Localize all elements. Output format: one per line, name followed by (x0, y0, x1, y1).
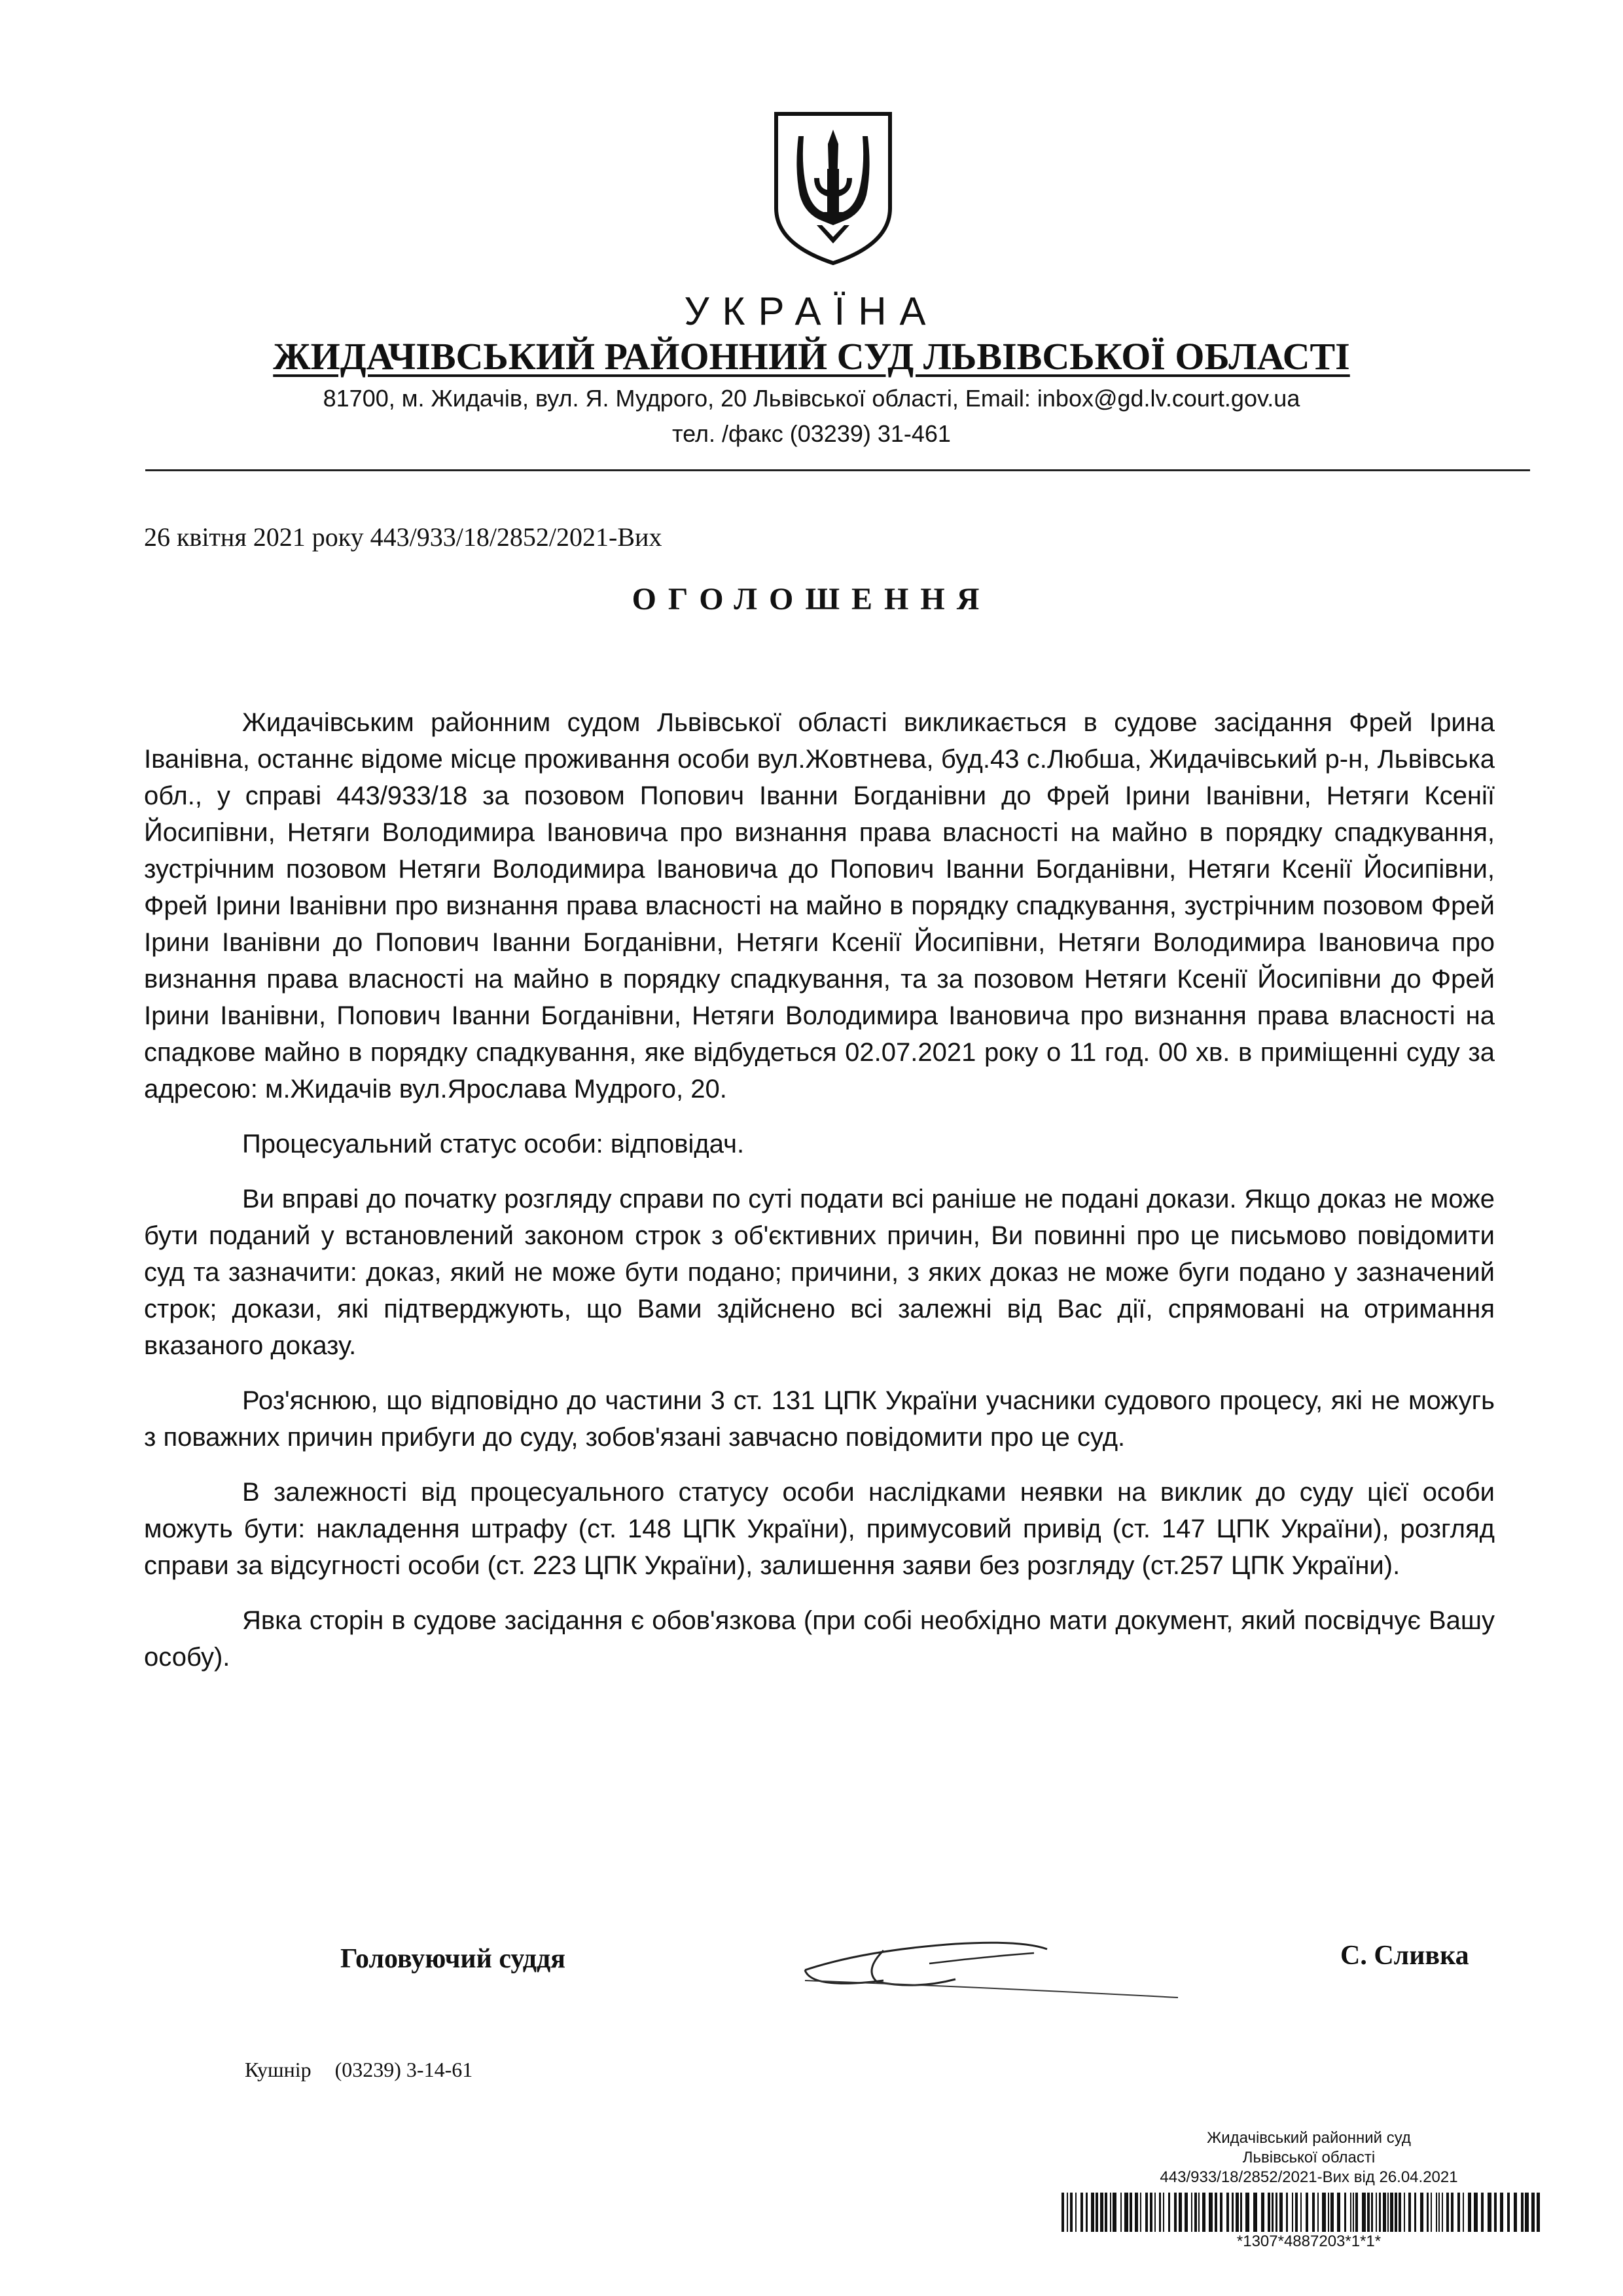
coat-of-arms-icon (771, 110, 895, 267)
executor-phone: (03239) 3-14-61 (334, 2058, 473, 2081)
court-name: ЖИДАЧІВСЬКИЙ РАЙОННИЙ СУД ЛЬВІВСЬКОЇ ОБЛАСТІ (273, 335, 1350, 378)
document-reference: 26 квітня 2021 року 443/933/18/2852/2021-Вих (144, 522, 662, 552)
stamp-court: Жидачівський районний суд (1207, 2129, 1411, 2147)
paragraph-explanation: Роз'яснюю, що відповідно до частини 3 ст. 131 ЦПК України учасники судового процесу, які не можугь з поважних причин прибуги до суду, зобов'язані завчасно повідомити про це суд. (144, 1386, 1495, 1452)
letterhead-divider (145, 469, 1530, 471)
paragraph-summons: Жидачівським районним судом Львівської області викликається в судове засідання Фрей Ірина Іванівна, останнє відоме місце проживання особи вул.Жовтнева, буд.43 с.Любша, Жидачівський р-н, Львівська обл., у справі 443/933/18 за позовом Попович Іванни Богданівни до Фрей Ірини Іванівни, Нетяги Ксенії Йосипівни, Нетяги Володимира Івановича про визнання права власності на майно в порядку спадкування, зустрічним позовом Нетяги Володимира Івановича до Попович Іванни Богданівни, Нетяги Ксенії Йосипівни, Фрей Ірини Іванівни про визнання права власності на майно в порядку спадкування, зустрічним позовом Фрей Ірини Іванівни до Попович Іванни Богданівни, Нетяги Ксенії Йосипівни, Нетяги Володимира Івановича про визнання права власності на майно в порядку спадкування, та за позовом Нетяги Ксенії Йосипівни до Фрей Ірини Іванівни, Попович Іванни Богданівни, Нетяги Володимира Івановича про визнання права власності на спадкове майно в порядку спадкування, яке відбудеться 02.07.2021 року о 11 год. 00 хв. в приміщенні суду за адресою: м.Жидачів вул.Ярослава Мудрого, 20. (144, 708, 1495, 1103)
stamp-number: 443/933/18/2852/2021-Вих від 26.04.2021 (1160, 2168, 1458, 2186)
executor-info (245, 2056, 473, 2083)
paragraph-attendance: Явка сторін в судове засідання є обов'язкова (при собі необхідно мати документ, який посвідчує Вашу особу). (144, 1606, 1495, 1672)
paragraph-consequences: В залежності від процесуального статусу особи наслідками неявки на виклик до суду цієї особи можуть бути: накладення штрафу (ст. 148 ЦПК України), примусовий привід (ст. 147 ЦПК України), розгляд справи за відсугності особи (ст. 223 ЦПК України), залишення заяви без розгляду (ст.257 ЦПК України). (144, 1478, 1495, 1580)
registration-stamp (1060, 2128, 1558, 2187)
document-body (144, 704, 1495, 1694)
country-name: УКРАЇНА (684, 289, 939, 333)
court-address: 81700, м. Жидачів, вул. Я. Мудрого, 20 Львівської області, Email: inbox@gd.lv.court.gov.ua (323, 385, 1300, 412)
paragraph-status: Процесуальний статус особи: відповідач. (242, 1130, 745, 1158)
court-phone: тел. /факс (03239) 31-461 (672, 420, 951, 447)
document-title: ОГОЛОШЕННЯ (632, 582, 991, 617)
executor-name: Кушнір (245, 2058, 312, 2081)
barcode (1060, 2193, 1544, 2232)
stamp-region: Львівської області (1242, 2149, 1376, 2166)
signature-label: Головуючий суддя (340, 1944, 565, 1974)
barcode-text: *1307*4887203*1*1* (1236, 2233, 1382, 2250)
handwritten-signature (785, 1924, 1191, 2009)
paragraph-evidence: Ви вправі до початку розгляду справи по суті подати всі раніше не подані докази. Якщо доказ не може бути поданий у встановлений законом строк з об'єктивних причин, Ви повинні про це письмово повідомити суд та зазначити: доказ, який не може бути подано; причини, з яких доказ не може буги подано у зазначений строк; докази, які підтверджують, що Вами здійснено всі залежні від Вас дії, спрямовані на отримання вказаного доказу. (144, 1185, 1495, 1360)
judge-name: С. Сливка (1340, 1941, 1469, 1971)
